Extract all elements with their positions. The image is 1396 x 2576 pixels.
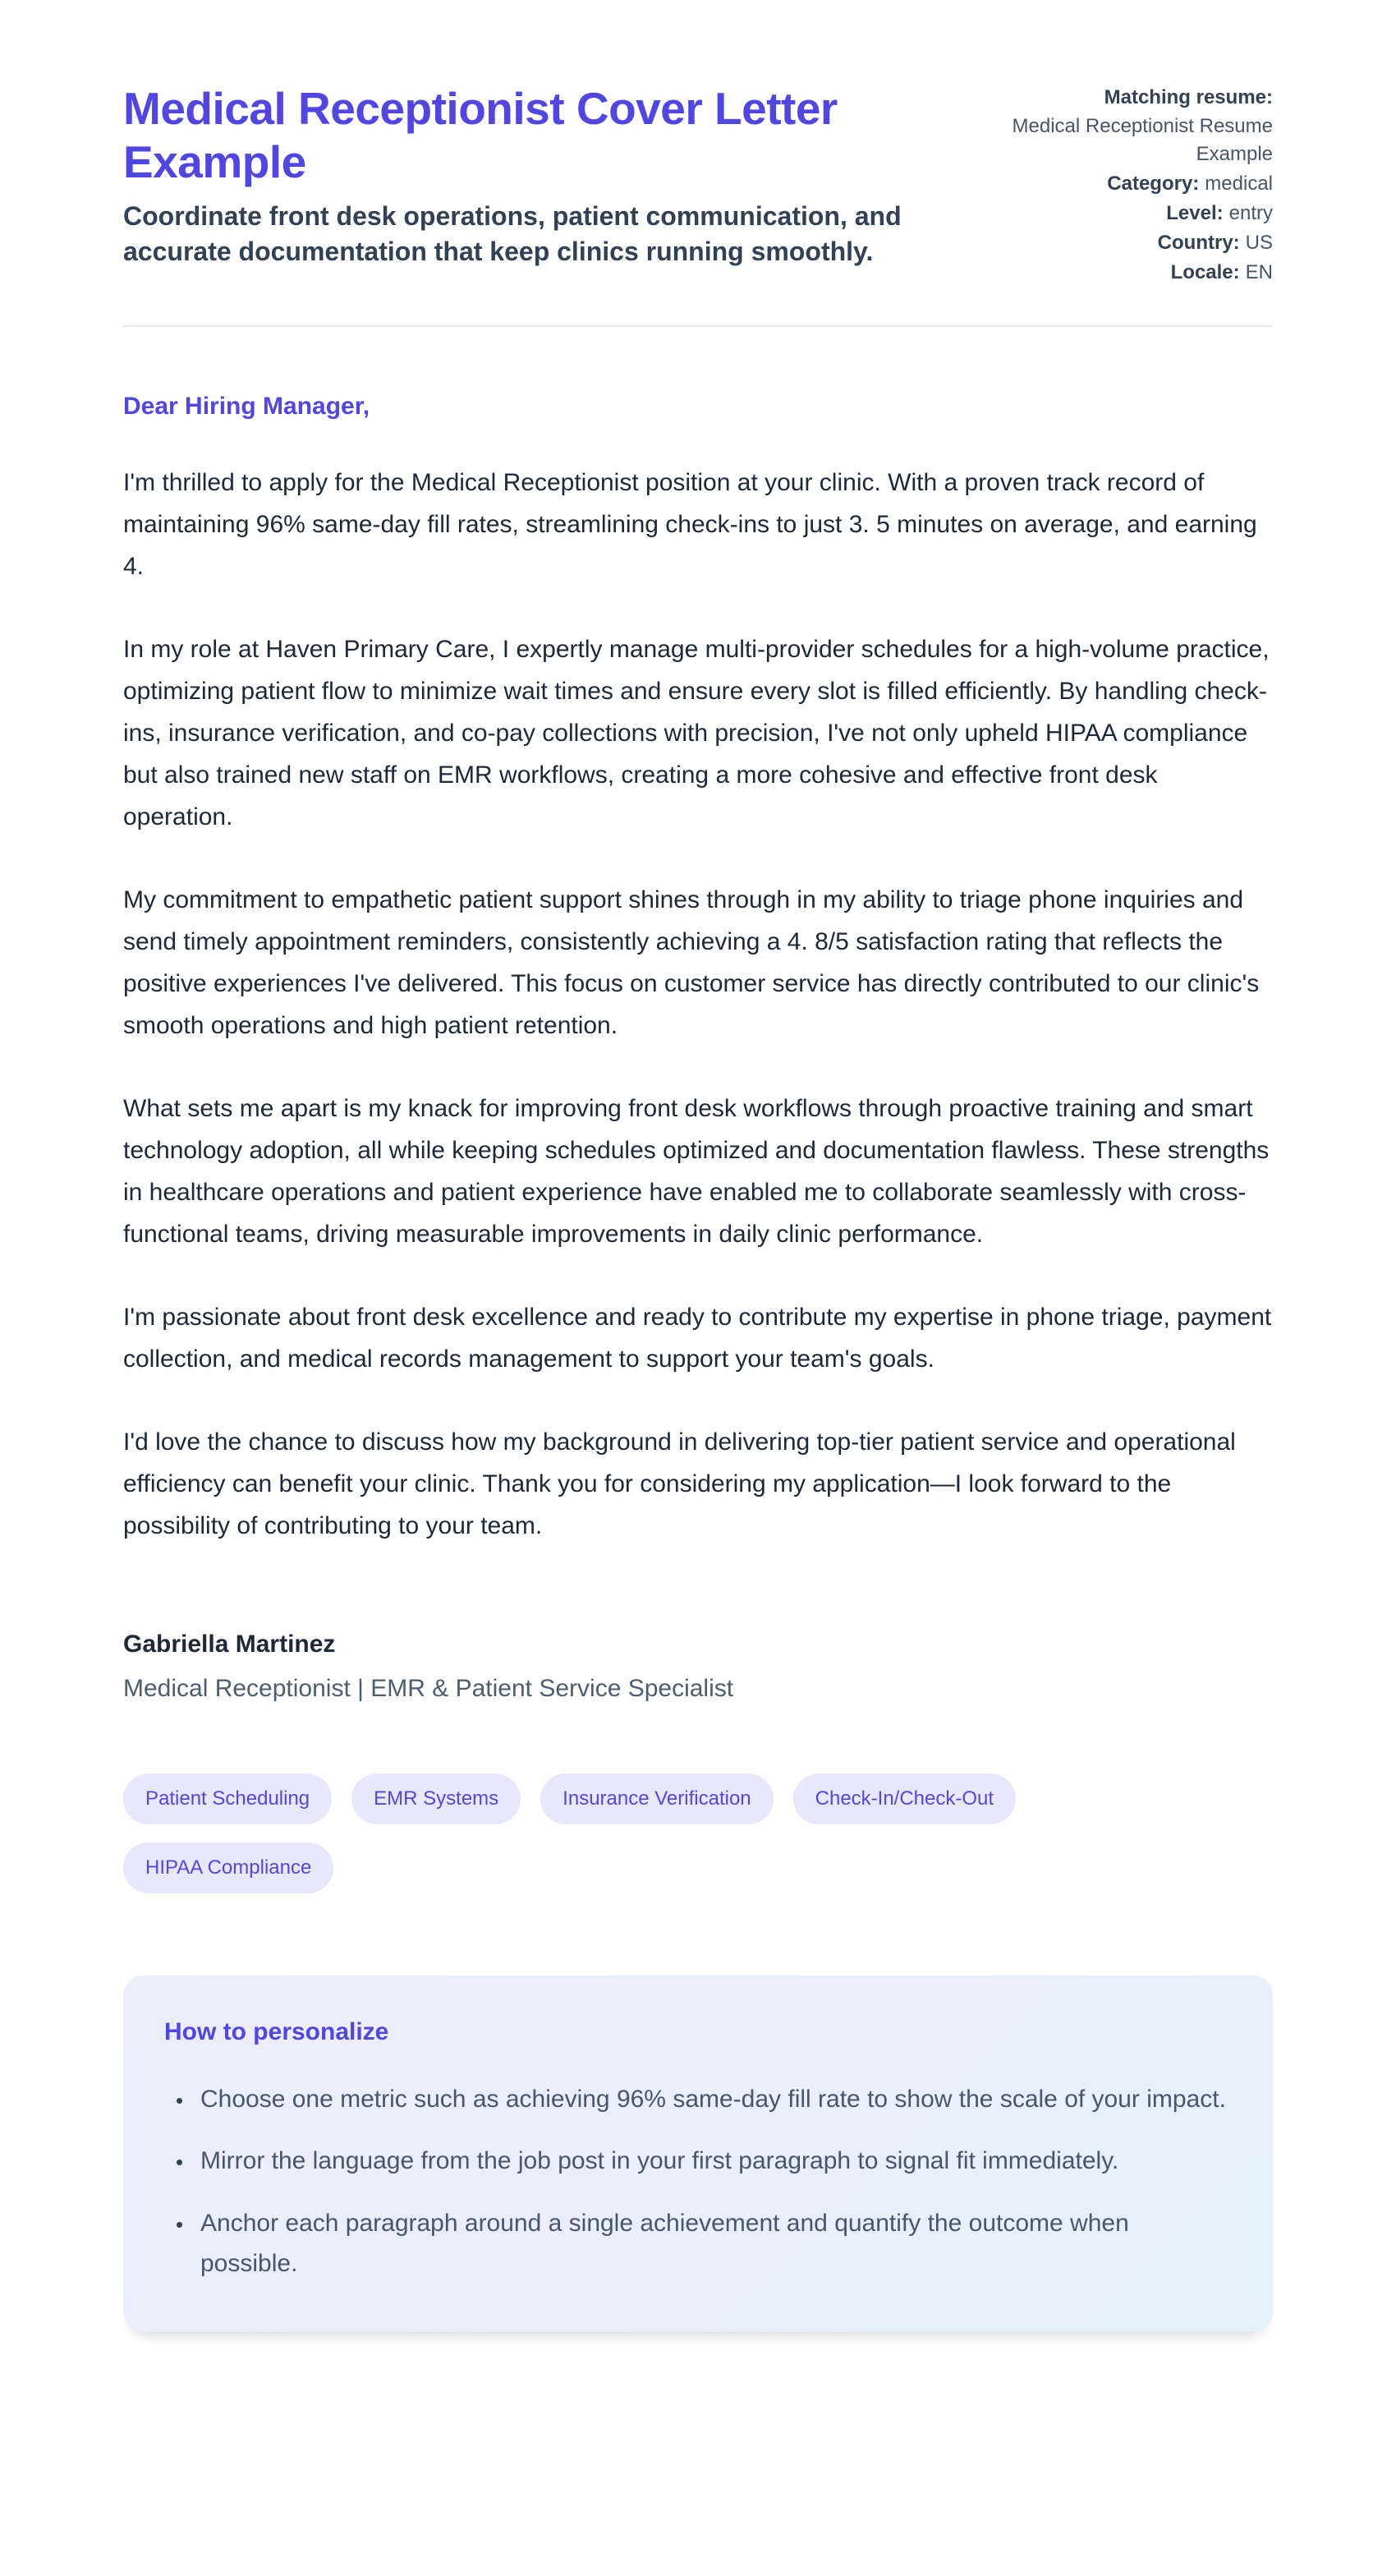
letter-paragraph: I'd love the chance to discuss how my background in delivering top-tier patient service and operational efficiency can benefit your clinic. Thank you for considering my application—I look forward to the possibility of contributing to your team. (123, 1428, 1236, 1539)
signature-title: Medical Receptionist | EMR & Patient Service Specialist (123, 1674, 734, 1702)
page-title: Medical Receptionist Cover Letter Example (123, 83, 838, 187)
letter-paragraph: In my role at Haven Primary Care, I expertly manage multi-provider schedules for a high-volume practice, optimizing patient flow to minimize wait times and ensure every slot is filled efficiently. By handling check-ins, insurance verification, and co-pay collections with precision, I've not only upheld HIPAA compliance but also trained new staff on EMR workflows, creating a more cohesive and effective front desk operation. (123, 635, 1270, 830)
how-to-personalize-box (123, 1976, 1273, 2332)
skill-tag-insurance-verification: Insurance Verification (540, 1773, 773, 1824)
tip-item: • Anchor each paragraph around a single achievement and quantify the outcome when possible. (194, 2203, 1232, 2284)
meta-value: Medical Receptionist Resume Example (1012, 115, 1273, 166)
skill-tag-check-in-check-out: Check-In/Check-Out (793, 1773, 1016, 1824)
page-header (123, 82, 1273, 289)
letter-paragraph: What sets me apart is my knack for improving front desk workflows through proactive training and smart technology adoption, all while keeping schedules optimized and documentation flawless. These strengths in healthcare operations and patient experience have enabled me to collaborate seamlessly with cross-functional teams, driving measurable improvements in daily clinic performance. (123, 1094, 1270, 1248)
header-title-block (123, 82, 977, 270)
meta-locale (977, 259, 1273, 287)
letter-paragraph: I'm passionate about front desk excellence and ready to contribute my expertise in phone triage, payment collection, and medical records management to support your team's goals. (123, 1303, 1272, 1373)
meta-value: entry (1228, 202, 1273, 225)
meta-value: medical (1205, 172, 1273, 196)
tip-item: • Choose one metric such as achieving 96% same-day fill rate to show the scale of your impact. (194, 2079, 1232, 2120)
meta-label: Country: (1157, 232, 1240, 255)
meta-value: US (1245, 232, 1273, 255)
skill-tag-emr-systems: EMR Systems (351, 1773, 521, 1824)
meta-label: Category: (1107, 172, 1200, 196)
salutation: Dear Hiring Manager, (123, 392, 370, 420)
skill-tag-patient-scheduling: Patient Scheduling (123, 1773, 332, 1824)
tip-item: • Mirror the language from the job post in your first paragraph to signal fit immediately. (194, 2141, 1232, 2182)
resume-meta-panel (977, 82, 1273, 289)
letter-paragraph: I'm thrilled to apply for the Medical Receptionist position at your clinic. With a proven track record of maintaining 96% same-day fill rates, streamlining check-ins to just 3. 5 minutes on average, and earning 4. (123, 468, 1257, 580)
header-divider (123, 325, 1273, 327)
tips-heading: How to personalize (164, 2017, 389, 2045)
page-subtitle: Coordinate front desk operations, patient communication, and accurate documentation that keep clinics running smoothly. (123, 200, 902, 267)
skill-tags (123, 1773, 1109, 1893)
meta-level (977, 200, 1273, 228)
meta-label: Level: (1166, 202, 1224, 225)
signature-name: Gabriella Martinez (123, 1630, 336, 1658)
tips-list (164, 2079, 1232, 2284)
meta-label: Matching resume: (1104, 86, 1273, 108)
meta-label: Locale: (1170, 261, 1240, 284)
meta-matching-resume (977, 84, 1273, 168)
skill-tag-hipaa-compliance: HIPAA Compliance (123, 1842, 333, 1893)
meta-country (977, 229, 1273, 257)
cover-letter-body (123, 393, 1273, 1703)
letter-paragraph: My commitment to empathetic patient support shines through in my ability to triage phone inquiries and send timely appointment reminders, consistently achieving a 4. 8/5 satisfaction rating that reflects the positive experiences I've delivered. This focus on customer service has directly contributed to our clinic's smooth operations and high patient retention. (123, 886, 1260, 1039)
meta-category (977, 170, 1273, 198)
meta-value: EN (1245, 261, 1273, 284)
